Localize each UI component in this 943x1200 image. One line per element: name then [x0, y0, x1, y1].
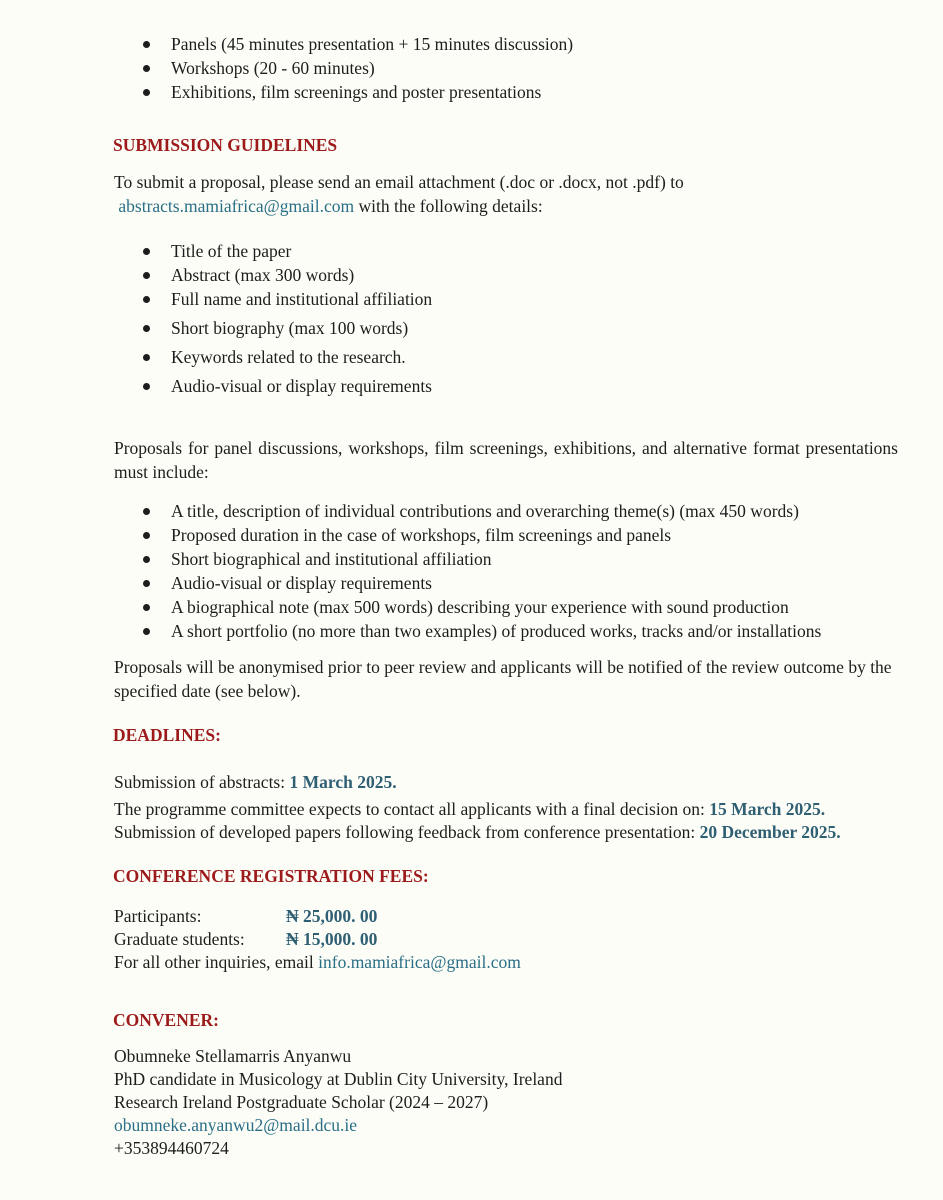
deadline-developed-papers: [114, 820, 841, 844]
abstracts-email-link[interactable]: abstracts.mamiafrica@gmail.com: [118, 196, 355, 216]
list-item: Short biography (max 100 words): [114, 316, 914, 340]
deadline-date: 20 December 2025.: [699, 822, 841, 842]
list-item: Audio-visual or display requirements: [114, 374, 914, 398]
deadline-date: 15 March 2025.: [709, 799, 826, 819]
panel-proposals-intro: Proposals for panel discussions, workshops, film screenings, exhibitions, and alternative format presentations must include:: [114, 438, 898, 482]
fee-label: Graduate students:: [114, 929, 245, 949]
inquiries-email-link[interactable]: info.mamiafrica@gmail.com: [318, 952, 521, 972]
submission-guidelines-heading: SUBMISSION GUIDELINES: [113, 135, 338, 155]
fee-label: Participants:: [114, 906, 202, 926]
list-item: A biographical note (max 500 words) describing your experience with sound production: [114, 595, 914, 619]
submission-details-list: [114, 239, 914, 398]
presentation-formats-list: [114, 32, 914, 104]
registration-fees-heading: CONFERENCE REGISTRATION FEES:: [113, 866, 429, 886]
list-item: Exhibitions, film screenings and poster presentations: [114, 80, 914, 104]
list-item: Proposed duration in the case of workshops, film screenings and panels: [114, 523, 914, 547]
list-item: Audio-visual or display requirements: [114, 571, 914, 595]
deadline-label: Submission of developed papers following feedback from conference presentation:: [114, 822, 700, 842]
deadline-label: The programme committee expects to contact all applicants with a final decision on:: [114, 799, 710, 819]
convener-name: Obumneke Stellamarris Anyanwu: [114, 1046, 352, 1066]
list-item: A short portfolio (no more than two examples) of produced works, tracks and/or installations: [114, 619, 914, 643]
deadline-label: Submission of abstracts:: [114, 772, 290, 792]
fee-value: ₦ 25,000. 00: [286, 906, 378, 926]
list-item: Abstract (max 300 words): [114, 263, 914, 287]
convener-role-1: PhD candidate in Musicology at Dublin City University, Ireland: [114, 1069, 563, 1089]
convener-email-link[interactable]: obumneke.anyanwu2@mail.dcu.ie: [114, 1115, 358, 1135]
panel-requirements-list: [114, 499, 914, 643]
list-item: Panels (45 minutes presentation + 15 minutes discussion): [114, 32, 914, 56]
submission-intro-line1: To submit a proposal, please send an email attachment (.doc or .docx, not .pdf) to: [114, 172, 684, 192]
fee-participants: [114, 904, 377, 928]
deadline-decision: [114, 797, 825, 821]
convener-email-line: [114, 1113, 357, 1137]
fee-graduate-students: [114, 927, 377, 951]
submission-intro-line2: [114, 194, 898, 218]
list-item: Workshops (20 - 60 minutes): [114, 56, 914, 80]
list-item: Title of the paper: [114, 239, 914, 263]
convener-role-2: Research Ireland Postgraduate Scholar (2024 – 2027): [114, 1092, 489, 1112]
list-item: Short biographical and institutional affiliation: [114, 547, 914, 571]
fee-value: ₦ 15,000. 00: [286, 929, 378, 949]
list-item: Keywords related to the research.: [114, 345, 914, 369]
convener-phone: +353894460724: [114, 1138, 229, 1158]
convener-heading: CONVENER:: [113, 1010, 219, 1030]
review-note: Proposals will be anonymised prior to peer review and applicants will be notified of the review outcome by the specified date (see below).: [114, 657, 892, 701]
list-item: Full name and institutional affiliation: [114, 287, 914, 311]
deadlines-heading: DEADLINES:: [113, 725, 221, 745]
list-item: A title, description of individual contributions and overarching theme(s) (max 450 words): [114, 499, 914, 523]
deadline-date: 1 March 2025.: [289, 772, 397, 792]
inquiries-line: [114, 950, 521, 974]
submission-intro-suffix: with the following details:: [354, 196, 543, 216]
inquiries-prefix: For all other inquiries, email: [114, 952, 319, 972]
submission-intro: [114, 170, 898, 218]
deadline-abstracts: [114, 770, 397, 794]
